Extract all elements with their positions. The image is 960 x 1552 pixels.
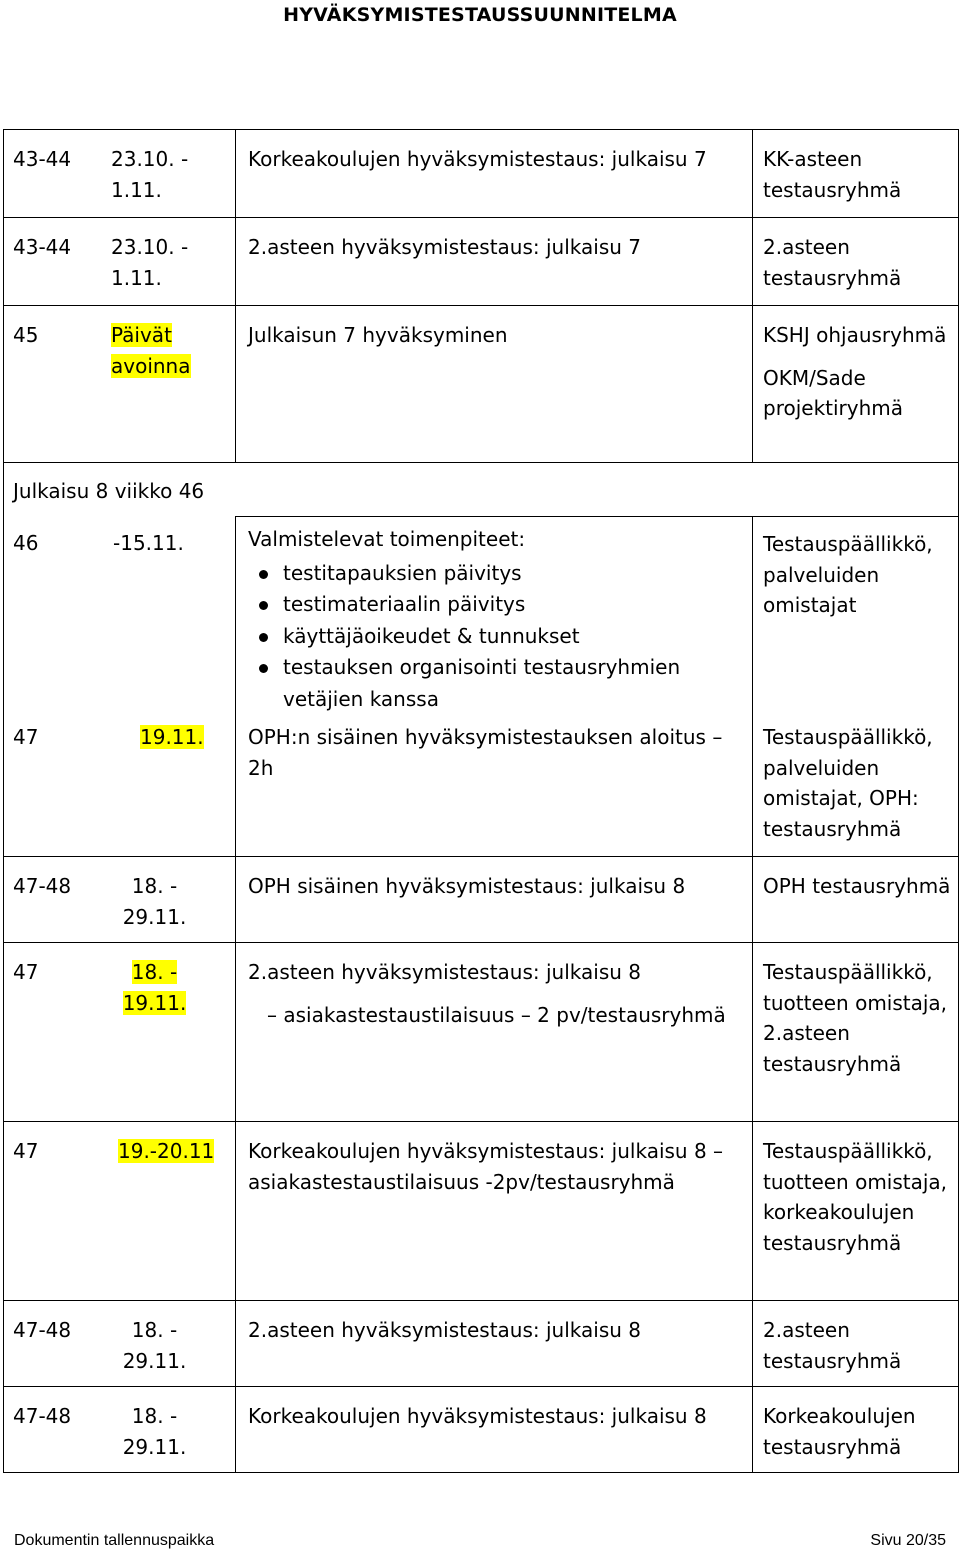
owner-cell: KK-asteen testausryhmä xyxy=(752,130,958,217)
task-cell: Korkeakoulujen hyväksymistestaus: julkaisu 7 xyxy=(235,130,752,217)
week-cell: 47 xyxy=(13,1139,39,1163)
table-row xyxy=(4,1386,958,1472)
owner-cell: Testauspäällikkö, tuotteen omistaja, 2.asteen testausryhmä xyxy=(752,943,958,1121)
task-cell xyxy=(235,516,752,709)
highlighted-date: 18. - 19.11. xyxy=(122,960,187,1015)
owner-cell: 2.asteen testausryhmä xyxy=(752,1301,958,1386)
task-heading: Valmistelevat toimenpiteet: xyxy=(248,527,526,551)
task-cell: Julkaisun 7 hyväksyminen xyxy=(235,306,752,462)
week-cell: 47-48 xyxy=(13,1318,72,1342)
bullet-icon xyxy=(259,664,268,673)
list-item: käyttäjäoikeudet & tunnukset xyxy=(248,621,742,653)
task-cell xyxy=(235,943,752,1121)
bullet-icon xyxy=(259,570,268,579)
owner-cell: OPH testausryhmä xyxy=(752,857,958,942)
table-row xyxy=(4,1121,958,1300)
date-cell xyxy=(102,1122,235,1300)
task-title: 2.asteen hyväksymistestaus: julkaisu 8 xyxy=(248,960,642,984)
owner-cell: Korkeakoulujen testausryhmä xyxy=(752,1387,958,1472)
highlighted-date: 19.11. xyxy=(140,725,204,749)
table-row xyxy=(4,709,958,856)
task-cell: Korkeakoulujen hyväksymistestaus: julkaisu 8 – asiakastestaustilaisuus -2pv/testausryhmä xyxy=(235,1122,752,1300)
date-cell: 18. - 29.11. xyxy=(122,1404,187,1459)
week-cell: 46 xyxy=(13,531,39,555)
table-row xyxy=(4,305,958,462)
task-cell: OPH:n sisäinen hyväksymistestauksen aloitus – 2h xyxy=(235,709,752,856)
table-row xyxy=(4,856,958,942)
week-cell: 43-44 xyxy=(13,147,72,171)
document-title: HYVÄKSYMISTESTAUSSUUNNITELMA xyxy=(283,4,677,26)
page-number: Sivu 20/35 xyxy=(870,1532,946,1549)
bullet-icon xyxy=(259,633,268,642)
task-cell: OPH sisäinen hyväksymistestaus: julkaisu 8 xyxy=(235,857,752,942)
list-item: testimateriaalin päivitys xyxy=(248,589,742,621)
date-cell xyxy=(102,709,235,856)
list-item: testitapauksien päivitys xyxy=(248,558,742,590)
table-row xyxy=(4,516,958,709)
task-subline: – asiakastestaustilaisuus – 2 pv/testausryhmä xyxy=(267,1002,726,1027)
list-item: testauksen organisointi testausryhmien vetäjien kanssa xyxy=(248,652,742,715)
date-cell xyxy=(102,306,235,462)
section-heading: Julkaisu 8 viikko 46 xyxy=(4,462,958,516)
date-cell: 18. - 29.11. xyxy=(122,1318,187,1373)
owner-cell: Testauspäällikkö, palveluiden omistajat xyxy=(752,516,958,709)
date-cell: 18. - 29.11. xyxy=(122,874,187,929)
week-cell: 47-48 xyxy=(13,1404,72,1428)
date-cell xyxy=(102,943,235,1121)
table-row xyxy=(4,1300,958,1386)
date-cell: 23.10. - 1.11. xyxy=(111,235,189,290)
owner-cell xyxy=(752,306,958,462)
date-cell: 23.10. - 1.11. xyxy=(111,147,189,202)
owner-line: KSHJ ohjausryhmä xyxy=(763,323,947,347)
owner-cell: Testauspäällikkö, tuotteen omistaja, korkeakoulujen testausryhmä xyxy=(752,1122,958,1300)
task-cell: 2.asteen hyväksymistestaus: julkaisu 7 xyxy=(235,218,752,305)
highlighted-date: Päivät avoinna xyxy=(111,323,191,378)
bullet-icon xyxy=(259,601,268,610)
task-cell: 2.asteen hyväksymistestaus: julkaisu 8 xyxy=(235,1301,752,1386)
week-cell: 47 xyxy=(13,960,39,984)
owner-cell: Testauspäällikkö, palveluiden omistajat, OPH: testausryhmä xyxy=(752,709,958,856)
week-cell: 47-48 xyxy=(13,874,72,898)
footer-location: Dokumentin tallennuspaikka xyxy=(14,1532,215,1549)
page-footer xyxy=(14,1532,946,1550)
task-bullet-list xyxy=(248,558,742,716)
task-cell: Korkeakoulujen hyväksymistestaus: julkaisu 8 xyxy=(235,1387,752,1472)
owner-cell: 2.asteen testausryhmä xyxy=(752,218,958,305)
table-row xyxy=(4,217,958,305)
schedule-table xyxy=(3,129,959,1473)
date-cell: -15.11. xyxy=(113,531,184,555)
table-row xyxy=(4,942,958,1121)
highlighted-date: 19.-20.11 xyxy=(118,1139,215,1163)
table-row xyxy=(4,130,958,217)
week-cell: 47 xyxy=(13,725,39,749)
owner-line: OKM/Sade projektiryhmä xyxy=(763,365,904,420)
week-cell: 45 xyxy=(13,323,39,347)
week-cell: 43-44 xyxy=(13,235,72,259)
